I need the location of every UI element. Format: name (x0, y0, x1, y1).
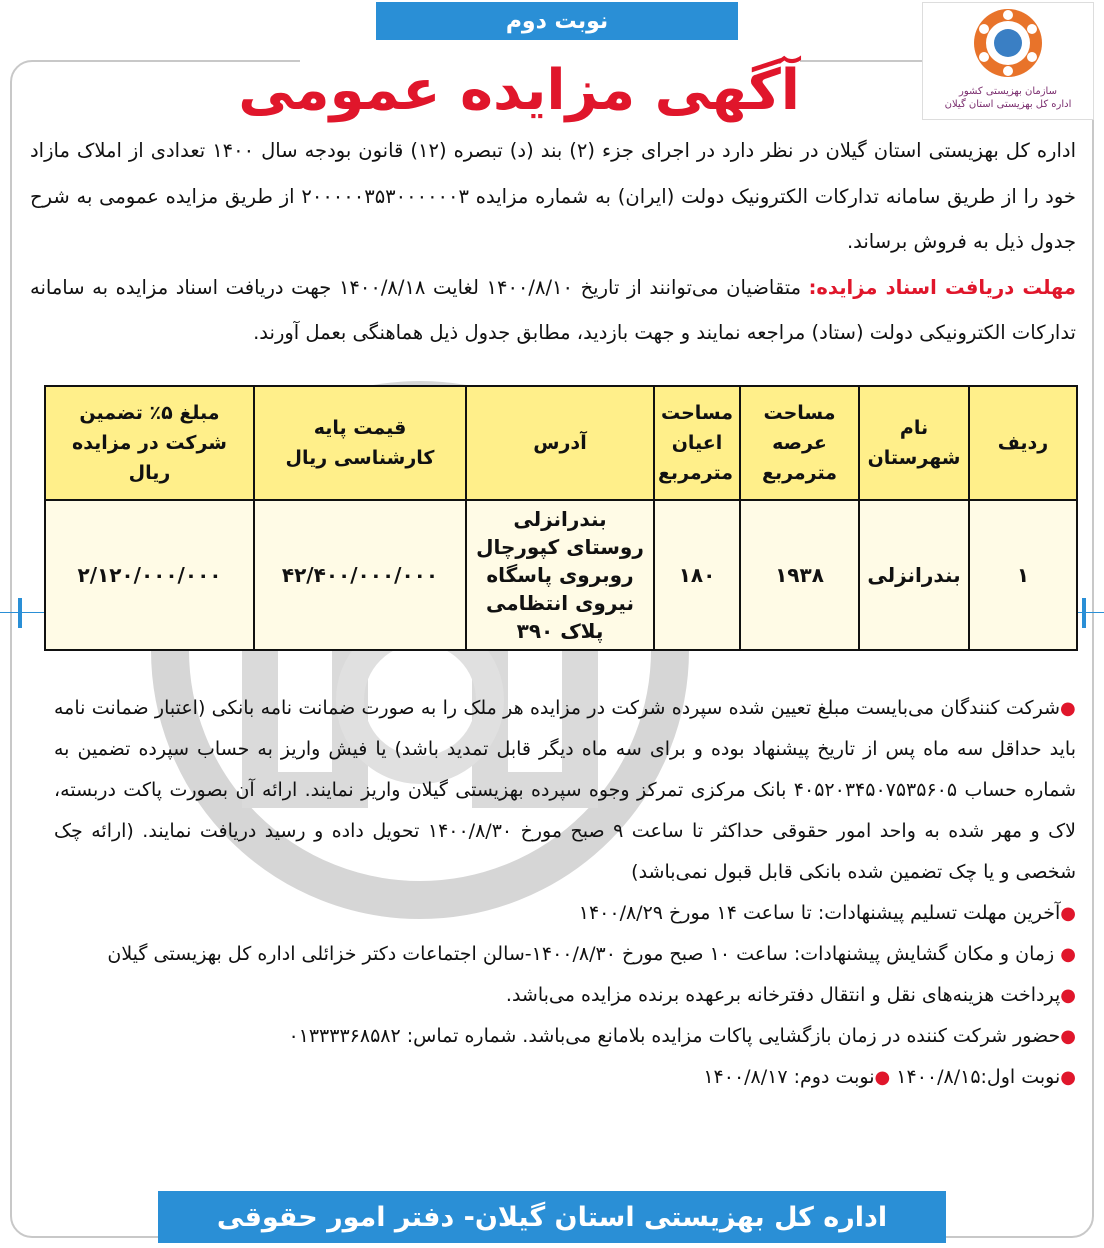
list-item (54, 893, 1076, 934)
right-edge-line (1076, 612, 1104, 613)
red-dot-icon: ● (1060, 985, 1076, 1006)
second-edition-label: نوبت دوم: (793, 1066, 875, 1088)
left-edge-line (0, 612, 44, 613)
header-guarantee: مبلغ ۵٪ تضمین شرکت در مزایده ریال (45, 386, 254, 500)
right-edge-marker (1082, 598, 1086, 628)
cell-land-area: ۱۹۳۸ (740, 500, 859, 650)
deadline-text: متقاضیان می‌توانند از تاریخ ۱۴۰۰/۸/۱۰ لغایت ۱۴۰۰/۸/۱۸ جهت دریافت اسناد مزایده به سامانه تدارکات الکترونیکی دولت (ستاد) مراجعه نمایند و جهت بازدید، مطابق جدول ذیل هماهنگی بعمل آورند. (30, 275, 1076, 344)
header-city: نام شهرستان (859, 386, 969, 500)
editions-line (54, 1057, 1076, 1098)
red-dot-icon: ● (1060, 1067, 1076, 1088)
cell-city: بندرانزلی (859, 500, 969, 650)
intro-section (30, 128, 1076, 356)
red-dot-icon: ● (1060, 903, 1076, 924)
red-dot-icon: ● (1060, 698, 1076, 719)
first-edition-label: نوبت اول: (980, 1066, 1061, 1088)
cell-address: بندرانزلی روستای کپورچال روبروی پاسگاه نیروی انتظامی پلاک ۳۹۰ (466, 500, 654, 650)
first-edition-date: ۱۴۰۰/۸/۱۵ (896, 1066, 981, 1088)
logo-caption-line-1: سازمان بهزیستی کشور (958, 86, 1057, 97)
deadline-label: مهلت دریافت اسناد مزایده: (808, 275, 1076, 299)
edition-badge: نوبت دوم (376, 2, 738, 40)
cell-building-area: ۱۸۰ (654, 500, 740, 650)
table-header-row (45, 386, 1077, 500)
cell-row-no: ۱ (969, 500, 1077, 650)
list-item (54, 688, 1076, 893)
list-item (54, 975, 1076, 1016)
table-row (45, 500, 1077, 650)
list-item (54, 934, 1076, 975)
logo-caption-line-2: اداره کل بهزیستی استان گیلان (944, 99, 1072, 110)
terms-list (54, 688, 1076, 1098)
left-edge-marker (18, 598, 22, 628)
red-dot-icon: ● (874, 1067, 891, 1088)
intro-paragraph: اداره کل بهزیستی استان گیلان در نظر دارد در اجرای جزء (۲) بند (د) تبصره (۱۲) قانون بودجه سال ۱۴۰۰ تعدادی از املاک مازاد خود را از طریق سامانه تدارکات الکترونیک دولت (ایران) به شماره مزایده ۲۰۰۰۰۰۳۵۳۰۰۰۰۰۰۳ از طریق مزایده عمومی به شرح جدول ذیل به فروش برساند. (30, 139, 1076, 253)
note-text: حضور شرکت کننده در زمان بازگشایی پاکات مزایده بلامانع می‌باشد. شماره تماس: ۰۱۳۳۳۳۶۸۵۸۲ (288, 1025, 1061, 1047)
note-text: شرکت کنندگان می‌بایست مبلغ تعیین شده سپرده شرکت در مزایده هر ملک را به صورت ضمانت نامه بانکی (اعتبار ضمانت نامه باید حداقل سه ماه پس از تاریخ پیشنهاد بوده و برای سه ماه دیگر قابل تمدید باشد) یا فیش واریز به حساب سپرده تضمین به شماره حساب ۴۰۵۲۰۳۴۵۰۷۵۳۵۶۰۵ بانک مرکزی تمرکز وجوه سپرده بهزیستی گیلان واریز نمایند. ارائه آن بصورت پاکت دربسته، لاک و مهر شده به واحد امور حقوقی حداکثر تا ساعت ۹ صبح مورخ ۱۴۰۰/۸/۳۰ تحویل داده و رسید دریافت نمایند. (ارائه چک شخصی و یا چک تضمین شده بانکی قابل قبول نمی‌باشد) (54, 697, 1077, 883)
auction-table (44, 385, 1078, 651)
note-text: پرداخت هزینه‌های نقل و انتقال دفترخانه برعهده برنده مزایده می‌باشد. (505, 984, 1061, 1006)
second-edition-date: ۱۴۰۰/۸/۱۷ (703, 1066, 788, 1088)
page-title: آگهی مزایده عمومی (300, 50, 800, 132)
cell-guarantee: ۲/۱۲۰/۰۰۰/۰۰۰ (45, 500, 254, 650)
header-row-no: ردیف (969, 386, 1077, 500)
red-dot-icon: ● (1060, 944, 1076, 965)
red-dot-icon: ● (1060, 1026, 1076, 1047)
note-text: آخرین مهلت تسلیم پیشنهادات: تا ساعت ۱۴ مورخ ۱۴۰۰/۸/۲۹ (578, 902, 1061, 924)
list-item (54, 1016, 1076, 1057)
header-building-area: مساحت اعیان مترمربع (654, 386, 740, 500)
note-text: زمان و مکان گشایش پیشنهادات: ساعت ۱۰ صبح مورخ ۱۴۰۰/۸/۳۰-سالن اجتماعات دکتر خزائلی اداره کل بهزیستی گیلان (107, 943, 1055, 965)
header-address: آدرس (466, 386, 654, 500)
welfare-flower-logo-icon (923, 3, 1093, 85)
header-land-area: مساحت عرصه مترمربع (740, 386, 859, 500)
header-base-price: قیمت پایه کارشناسی ریال (254, 386, 466, 500)
footer-bar: اداره کل بهزیستی استان گیلان- دفتر امور حقوقی (158, 1191, 946, 1243)
cell-base-price: ۴۲/۴۰۰/۰۰۰/۰۰۰ (254, 500, 466, 650)
organization-logo (922, 2, 1094, 120)
logo-caption (927, 85, 1089, 111)
